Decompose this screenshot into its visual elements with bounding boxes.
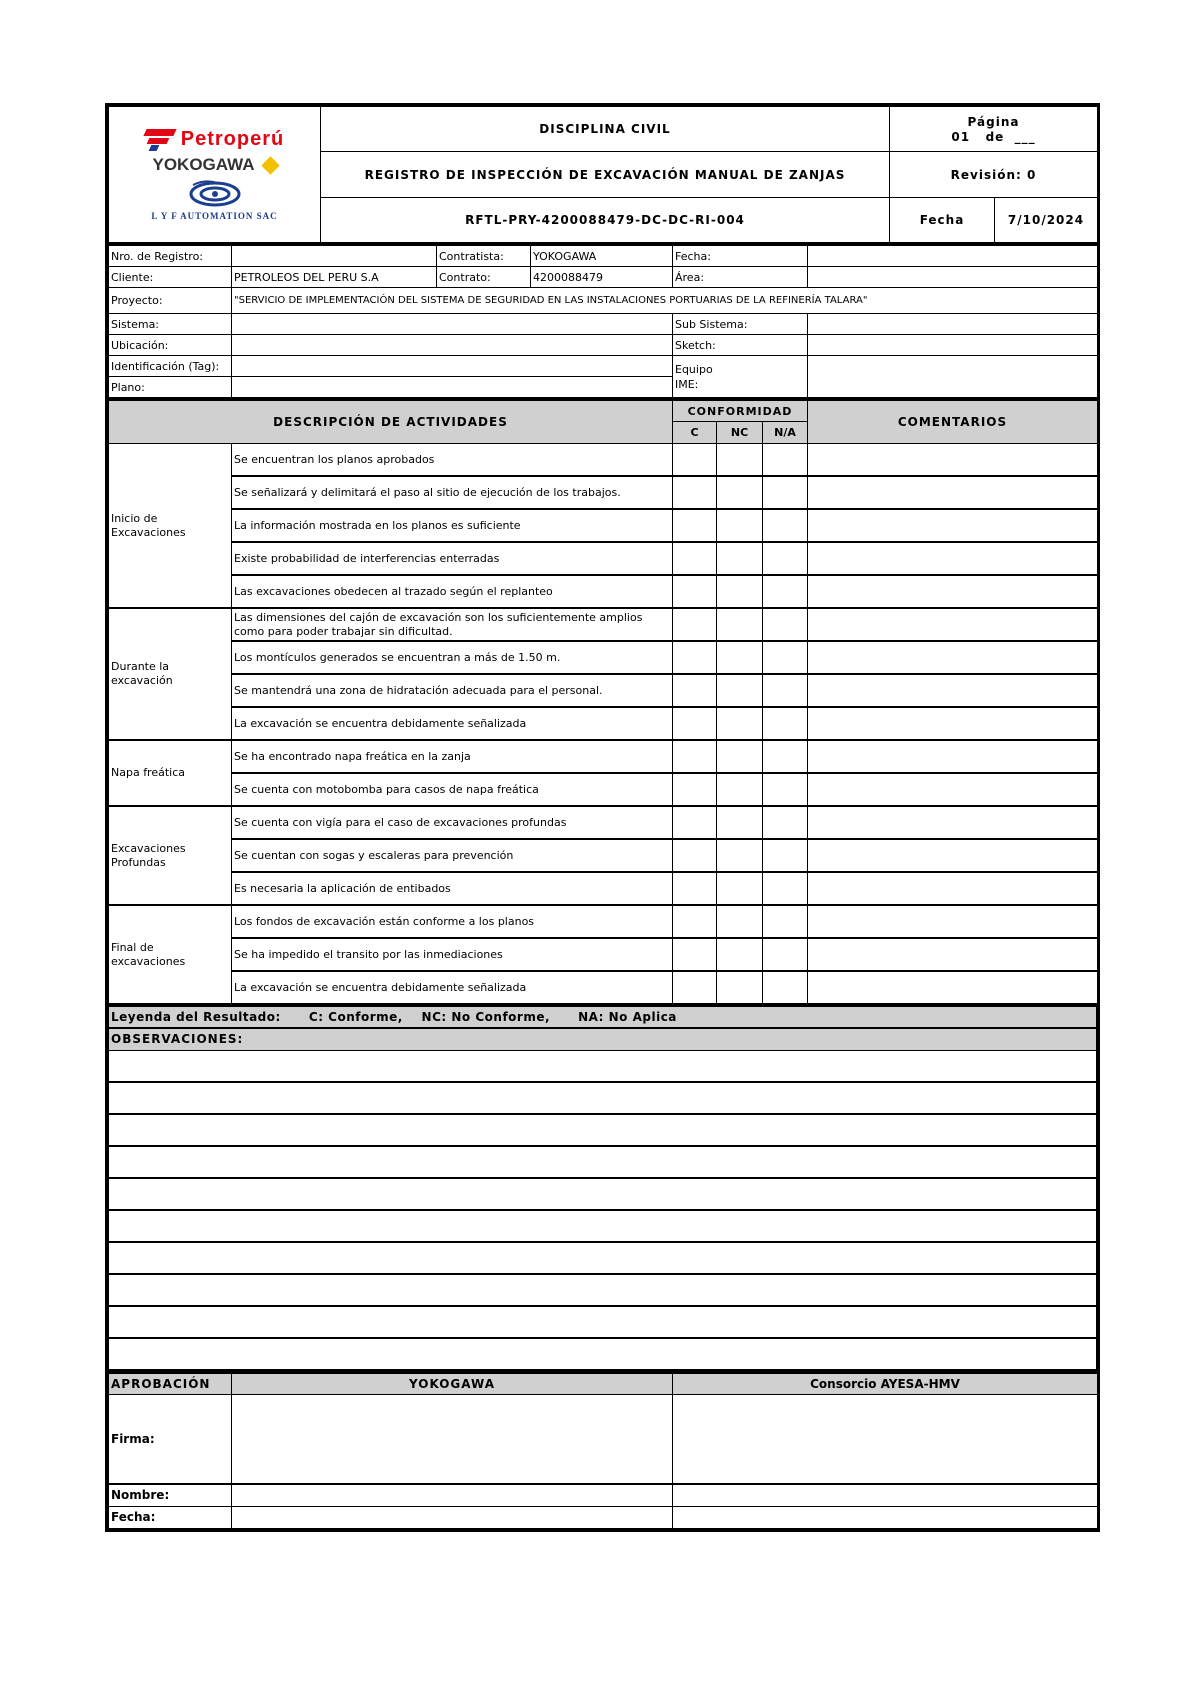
conformity-c-cell[interactable] <box>673 905 717 938</box>
comment-cell[interactable] <box>808 773 1098 806</box>
conformity-na-cell[interactable] <box>763 806 808 839</box>
conformity-nc-cell[interactable] <box>717 707 763 740</box>
legend: Leyenda del Resultado: C: Conforme, NC: No Conforme, NA: No Aplica <box>109 1006 1097 1028</box>
conformity-nc-cell[interactable] <box>717 938 763 971</box>
area-label: Área: <box>673 267 808 288</box>
document-code: RFTL-PRY-4200088479-DC-DC-RI-004 <box>321 198 890 243</box>
subsistema-value[interactable] <box>808 314 1098 335</box>
comments-header: COMENTARIOS <box>808 400 1098 444</box>
comment-cell[interactable] <box>808 938 1098 971</box>
observation-line-row <box>109 1338 1097 1370</box>
observation-line[interactable] <box>109 1306 1097 1338</box>
conformity-na-cell[interactable] <box>763 905 808 938</box>
activities-table <box>108 398 1098 1005</box>
conformity-nc-cell[interactable] <box>717 476 763 509</box>
activity-row <box>109 971 1098 1004</box>
activity-row <box>109 839 1098 872</box>
activities-body <box>109 444 1098 1005</box>
page-cell <box>890 107 1098 152</box>
fecha-yokogawa[interactable] <box>232 1506 673 1528</box>
comment-cell[interactable] <box>808 839 1098 872</box>
fecha-label: Fecha: <box>673 245 808 267</box>
fecha-approval-label: Fecha: <box>109 1506 232 1528</box>
comment-cell[interactable] <box>808 608 1098 641</box>
nombre-yokogawa[interactable] <box>232 1484 673 1506</box>
nombre-label: Nombre: <box>109 1484 232 1506</box>
observation-line-row <box>109 1114 1097 1146</box>
conformity-na-cell[interactable] <box>763 839 808 872</box>
date-label: Fecha <box>890 198 995 243</box>
sistema-value[interactable] <box>232 314 673 335</box>
activity-description: Se mantendrá una zona de hidratación adecuada para el personal. <box>232 674 673 707</box>
firma-yokogawa[interactable] <box>232 1394 673 1484</box>
date-value: 7/10/2024 <box>995 198 1098 243</box>
registro-label: Nro. de Registro: <box>109 245 232 267</box>
conformity-c-header: C <box>673 422 717 444</box>
discipline-title: DISCIPLINA CIVIL <box>321 107 890 152</box>
comment-cell[interactable] <box>808 575 1098 608</box>
activity-description: Se ha impedido el transito por las inmediaciones <box>232 938 673 971</box>
conformity-na-cell[interactable] <box>763 872 808 905</box>
comment-cell[interactable] <box>808 476 1098 509</box>
activity-description: La información mostrada en los planos es suficiente <box>232 509 673 542</box>
conformity-na-cell[interactable] <box>763 575 808 608</box>
equipo-label: Equipo <box>675 362 713 376</box>
observation-line[interactable] <box>109 1146 1097 1178</box>
equipo-cell <box>673 356 808 398</box>
firma-consorcio[interactable] <box>673 1394 1098 1484</box>
comment-cell[interactable] <box>808 674 1098 707</box>
conformity-c-cell[interactable] <box>673 608 717 641</box>
activity-group-name: Inicio de Excavaciones <box>109 444 232 609</box>
conformity-na-cell[interactable] <box>763 740 808 773</box>
inspection-form <box>105 103 1100 1532</box>
petroperu-logo <box>115 128 314 151</box>
activity-row <box>109 872 1098 905</box>
activity-row <box>109 608 1098 641</box>
conformity-na-cell[interactable] <box>763 608 808 641</box>
conformity-header: CONFORMIDAD <box>673 400 808 422</box>
contrato-value[interactable]: 4200088479 <box>531 267 673 288</box>
conformity-c-cell[interactable] <box>673 872 717 905</box>
firma-label: Firma: <box>109 1394 232 1484</box>
tag-value[interactable] <box>232 356 673 377</box>
observations-table <box>108 1005 1097 1371</box>
petroperu-logo-text: Petroperú <box>180 128 285 150</box>
activity-row <box>109 575 1098 608</box>
comment-cell[interactable] <box>808 707 1098 740</box>
page-label: Página <box>967 115 1020 129</box>
comment-cell[interactable] <box>808 740 1098 773</box>
conformity-nc-cell[interactable] <box>717 509 763 542</box>
observation-line[interactable] <box>109 1210 1097 1242</box>
conformity-na-cell[interactable] <box>763 641 808 674</box>
cliente-value[interactable]: PETROLEOS DEL PERU S.A <box>232 267 437 288</box>
activity-row <box>109 773 1098 806</box>
comment-cell[interactable] <box>808 509 1098 542</box>
conformity-c-cell[interactable] <box>673 674 717 707</box>
approval-col-consorcio: Consorcio AYESA-HMV <box>673 1372 1098 1394</box>
approval-title: APROBACIÓN <box>109 1372 232 1394</box>
conformity-nc-cell[interactable] <box>717 575 763 608</box>
conformity-na-cell[interactable] <box>763 542 808 575</box>
conformity-na-cell[interactable] <box>763 674 808 707</box>
sistema-label: Sistema: <box>109 314 232 335</box>
comment-cell[interactable] <box>808 905 1098 938</box>
proyecto-value[interactable]: "SERVICIO DE IMPLEMENTACIÓN DEL SISTEMA DE SEGURIDAD EN LAS INSTALACIONES PORTUARIAS DE LA REFINERÍA TALARA" <box>232 288 1098 314</box>
activity-group-name: Final de excavaciones <box>109 905 232 1004</box>
activity-description: La excavación se encuentra debidamente señalizada <box>232 707 673 740</box>
conformity-c-cell[interactable] <box>673 740 717 773</box>
lyf-logo-text: L Y F AUTOMATION SAC <box>151 211 278 221</box>
activity-group-name: Durante la excavación <box>109 608 232 740</box>
conformity-nc-cell[interactable] <box>717 641 763 674</box>
conformity-nc-cell[interactable] <box>717 806 763 839</box>
conformity-c-cell[interactable] <box>673 575 717 608</box>
conformity-na-cell[interactable] <box>763 971 808 1004</box>
observation-line-row <box>109 1306 1097 1338</box>
page-value: 01 de ___ <box>951 130 1036 144</box>
conformity-c-cell[interactable] <box>673 509 717 542</box>
observation-line[interactable] <box>109 1082 1097 1114</box>
yokogawa-logo <box>115 155 314 175</box>
comment-cell[interactable] <box>808 641 1098 674</box>
comment-cell[interactable] <box>808 806 1098 839</box>
ime-label: IME: <box>675 377 699 391</box>
activity-description: Se cuenta con vigía para el caso de excavaciones profundas <box>232 806 673 839</box>
observation-line[interactable] <box>109 1338 1097 1370</box>
contratista-label: Contratista: <box>437 245 531 267</box>
activity-row <box>109 444 1098 477</box>
activity-description: Se señalizará y delimitará el paso al sitio de ejecución de los trabajos. <box>232 476 673 509</box>
activity-row <box>109 641 1098 674</box>
activity-description: Es necesaria la aplicación de entibados <box>232 872 673 905</box>
activity-description: Se cuenta con motobomba para casos de napa freática <box>232 773 673 806</box>
conformity-nc-header: NC <box>717 422 763 444</box>
plano-label: Plano: <box>109 377 232 398</box>
conformity-nc-cell[interactable] <box>717 674 763 707</box>
conformity-na-header: N/A <box>763 422 808 444</box>
observation-line[interactable] <box>109 1050 1097 1082</box>
activity-row <box>109 509 1098 542</box>
ubicacion-value[interactable] <box>232 335 673 356</box>
activity-description: La excavación se encuentra debidamente señalizada <box>232 971 673 1004</box>
conformity-na-cell[interactable] <box>763 938 808 971</box>
conformity-na-cell[interactable] <box>763 509 808 542</box>
sketch-label: Sketch: <box>673 335 808 356</box>
observation-line[interactable] <box>109 1178 1097 1210</box>
conformity-c-cell[interactable] <box>673 971 717 1004</box>
lyf-swirl-icon <box>187 179 243 209</box>
activity-description: Existe probabilidad de interferencias enterradas <box>232 542 673 575</box>
conformity-nc-cell[interactable] <box>717 872 763 905</box>
observation-line-row <box>109 1146 1097 1178</box>
conformity-c-cell[interactable] <box>673 444 717 477</box>
fecha-consorcio[interactable] <box>673 1506 1098 1528</box>
proyecto-label: Proyecto: <box>109 288 232 314</box>
activity-row <box>109 476 1098 509</box>
conformity-na-cell[interactable] <box>763 476 808 509</box>
activity-row <box>109 938 1098 971</box>
conformity-nc-cell[interactable] <box>717 608 763 641</box>
activity-description: Se encuentran los planos aprobados <box>232 444 673 477</box>
activity-description: Se ha encontrado napa freática en la zanja <box>232 740 673 773</box>
fecha-value[interactable] <box>808 245 1098 267</box>
info-table <box>108 243 1098 398</box>
revision-label: Revisión: 0 <box>890 152 1098 198</box>
activity-row <box>109 905 1098 938</box>
observations-title: OBSERVACIONES: <box>109 1028 1097 1050</box>
activity-description: Se cuentan con sogas y escaleras para prevención <box>232 839 673 872</box>
conformity-nc-cell[interactable] <box>717 773 763 806</box>
yokogawa-logo-text: YOKOGAWA <box>152 155 255 174</box>
activity-group-name: Excavaciones Profundas <box>109 806 232 905</box>
conformity-na-cell[interactable] <box>763 773 808 806</box>
activity-row <box>109 674 1098 707</box>
conformity-nc-cell[interactable] <box>717 740 763 773</box>
observation-line[interactable] <box>109 1114 1097 1146</box>
conformity-nc-cell[interactable] <box>717 971 763 1004</box>
activity-description: Los fondos de excavación están conforme a los planos <box>232 905 673 938</box>
approval-col-yokogawa: YOKOGAWA <box>232 1372 673 1394</box>
subsistema-label: Sub Sistema: <box>673 314 808 335</box>
yokogawa-diamond-icon <box>261 156 279 174</box>
conformity-c-cell[interactable] <box>673 542 717 575</box>
plano-value[interactable] <box>232 377 673 398</box>
form-header <box>108 106 1098 243</box>
observation-line-row <box>109 1242 1097 1274</box>
observation-line-row <box>109 1210 1097 1242</box>
activity-row <box>109 806 1098 839</box>
observation-line-row <box>109 1082 1097 1114</box>
conformity-c-cell[interactable] <box>673 938 717 971</box>
comment-cell[interactable] <box>808 444 1098 477</box>
activity-row <box>109 740 1098 773</box>
lyf-logo <box>115 179 314 221</box>
sketch-value[interactable] <box>808 335 1098 356</box>
approval-table <box>108 1371 1098 1529</box>
activity-description: Los montículos generados se encuentran a más de 1.50 m. <box>232 641 673 674</box>
contratista-value[interactable]: YOKOGAWA <box>531 245 673 267</box>
conformity-c-cell[interactable] <box>673 476 717 509</box>
activity-group-name: Napa freática <box>109 740 232 806</box>
conformity-c-cell[interactable] <box>673 806 717 839</box>
conformity-nc-cell[interactable] <box>717 905 763 938</box>
observations-lines <box>109 1050 1097 1370</box>
cliente-label: Cliente: <box>109 267 232 288</box>
form-title: REGISTRO DE INSPECCIÓN DE EXCAVACIÓN MANUAL DE ZANJAS <box>321 152 890 198</box>
comment-cell[interactable] <box>808 872 1098 905</box>
logos-cell <box>109 107 321 243</box>
ubicacion-label: Ubicación: <box>109 335 232 356</box>
conformity-na-cell[interactable] <box>763 707 808 740</box>
conformity-c-cell[interactable] <box>673 773 717 806</box>
area-value[interactable] <box>808 267 1098 288</box>
activities-description-header: DESCRIPCIÓN DE ACTIVIDADES <box>109 400 673 444</box>
conformity-nc-cell[interactable] <box>717 444 763 477</box>
conformity-c-cell[interactable] <box>673 707 717 740</box>
conformity-c-cell[interactable] <box>673 641 717 674</box>
equipo-value[interactable] <box>808 356 1098 398</box>
nombre-consorcio[interactable] <box>673 1484 1098 1506</box>
conformity-c-cell[interactable] <box>673 839 717 872</box>
contrato-label: Contrato: <box>437 267 531 288</box>
activity-row <box>109 707 1098 740</box>
comment-cell[interactable] <box>808 971 1098 1004</box>
activity-description: Las dimensiones del cajón de excavación son los suficientemente amplios como para poder trabajar sin dificultad. <box>232 608 673 641</box>
conformity-na-cell[interactable] <box>763 444 808 477</box>
observation-line-row <box>109 1178 1097 1210</box>
observation-line[interactable] <box>109 1242 1097 1274</box>
observation-line-row <box>109 1050 1097 1082</box>
observation-line[interactable] <box>109 1274 1097 1306</box>
observation-line-row <box>109 1274 1097 1306</box>
activity-description: Las excavaciones obedecen al trazado según el replanteo <box>232 575 673 608</box>
conformity-nc-cell[interactable] <box>717 839 763 872</box>
activity-row <box>109 542 1098 575</box>
tag-label: Identificación (Tag): <box>109 356 232 377</box>
comment-cell[interactable] <box>808 542 1098 575</box>
conformity-nc-cell[interactable] <box>717 542 763 575</box>
registro-value[interactable] <box>232 245 437 267</box>
petroperu-mark-icon <box>145 129 175 151</box>
